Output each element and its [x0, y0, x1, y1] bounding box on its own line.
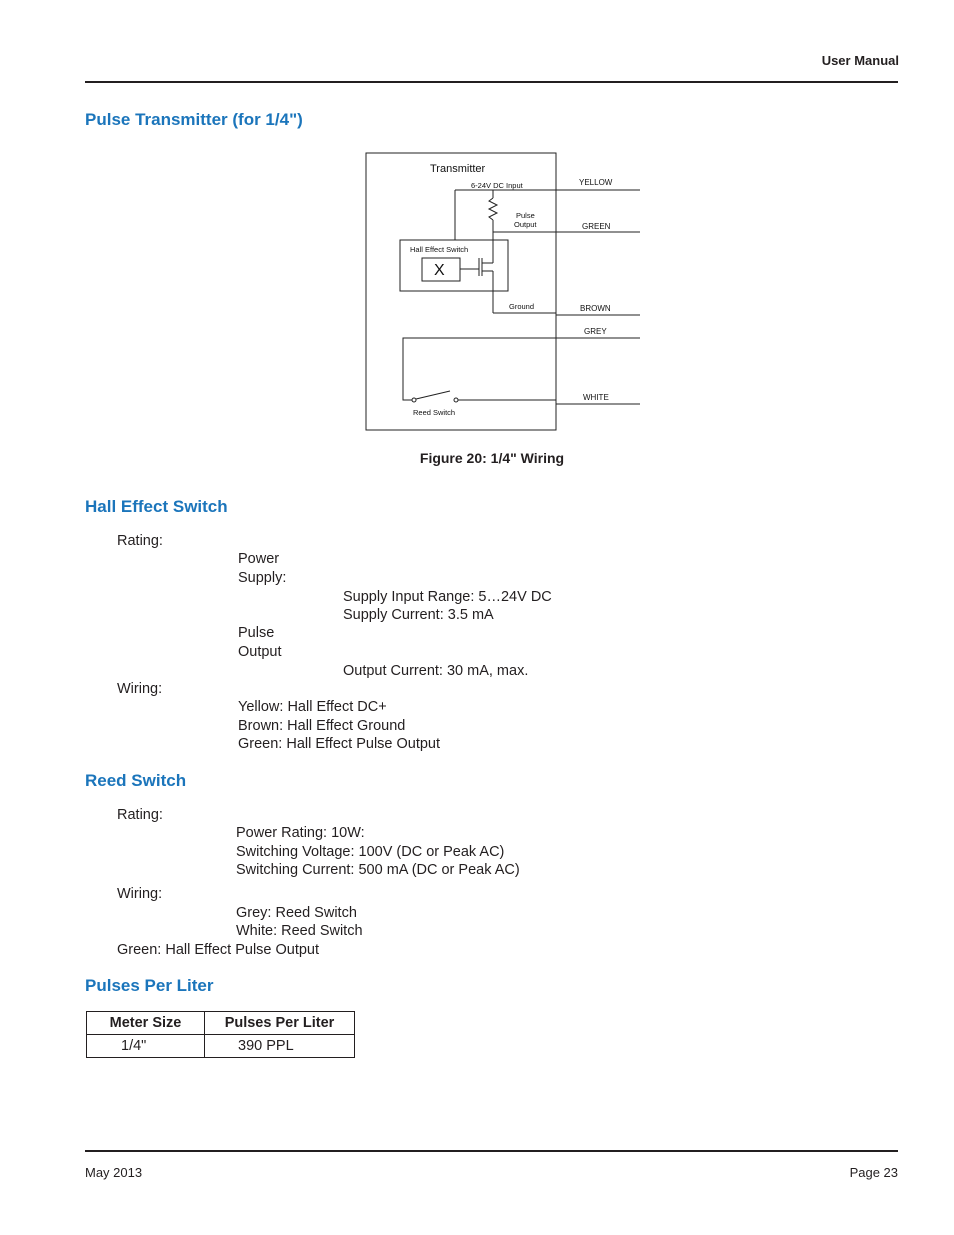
table-header-meter-size: Meter Size — [87, 1012, 205, 1035]
header-title: User Manual — [821, 53, 899, 68]
reed-rating-label: Rating: — [117, 807, 163, 823]
header-rule — [85, 81, 898, 83]
pulse-label: Pulse — [516, 211, 535, 220]
reed-wiring-item: Grey: Reed Switch — [236, 905, 357, 921]
ground-label: Ground — [509, 302, 535, 311]
pulse-transmitter-heading: Pulse Transmitter (for 1/4") — [85, 110, 303, 129]
reed-rating-item: Power Rating: 10W: — [236, 825, 365, 841]
table-cell-meter-size: 1/4" — [87, 1035, 205, 1058]
hall-wiring-label: Wiring: — [117, 681, 163, 697]
table-header-pulses: Pulses Per Liter — [205, 1012, 355, 1035]
table-row — [87, 1035, 355, 1058]
wiring-diagram — [360, 148, 645, 436]
footer-page-number: Page 23 — [849, 1165, 898, 1180]
hall-wiring-item: Yellow: Hall Effect DC+ — [238, 699, 387, 715]
power-label-line1: Power — [238, 551, 280, 567]
hall-sensor-x: X — [434, 262, 445, 279]
table-cell-pulses: 390 PPL — [205, 1035, 355, 1058]
hall-rating-label: Rating: — [117, 533, 163, 549]
reed-switch-contact — [416, 391, 450, 399]
pulse-label-line1: Pulse — [238, 625, 275, 641]
pulses-per-liter-table — [86, 1011, 355, 1058]
supply-current: Supply Current: 3.5 mA — [343, 607, 494, 623]
reed-rating-item: Switching Voltage: 100V (DC or Peak AC) — [236, 844, 505, 860]
figure-caption: Figure 20: 1/4" Wiring — [419, 450, 565, 466]
supply-range: Supply Input Range: 5…24V DC — [343, 589, 552, 605]
pulse-label-line2: Output — [238, 644, 282, 660]
wire-brown-label: BROWN — [580, 304, 611, 313]
transmitter-label: Transmitter — [430, 163, 486, 175]
footer-rule — [85, 1150, 898, 1152]
hall-effect-label: Hall Effect Switch — [410, 245, 469, 254]
reed-switch-heading: Reed Switch — [85, 771, 187, 790]
reed-extra-line: Green: Hall Effect Pulse Output — [117, 942, 320, 958]
wire-green-label: GREEN — [582, 222, 611, 231]
reed-wiring-label: Wiring: — [117, 886, 163, 902]
dc-input-label: 6-24V DC Input — [471, 181, 523, 190]
output-label: Output — [514, 220, 537, 229]
wire-yellow-label: YELLOW — [579, 178, 613, 187]
table-header-row — [87, 1012, 355, 1035]
power-label-line2: Supply: — [238, 570, 287, 586]
footer-date: May 2013 — [85, 1165, 143, 1180]
hall-wiring-item: Brown: Hall Effect Ground — [238, 718, 406, 734]
pulses-per-liter-heading: Pulses Per Liter — [85, 976, 214, 995]
wire-grey-label: GREY — [584, 327, 607, 336]
output-current: Output Current: 30 mA, max. — [343, 663, 529, 679]
reed-switch-label: Reed Switch — [413, 408, 456, 417]
reed-rating-item: Switching Current: 500 mA (DC or Peak AC) — [236, 862, 520, 878]
reed-wiring-item: White: Reed Switch — [236, 923, 363, 939]
hall-wiring-item: Green: Hall Effect Pulse Output — [238, 736, 441, 752]
wire-white-label: WHITE — [583, 393, 609, 402]
hall-effect-heading: Hall Effect Switch — [85, 497, 228, 516]
resistor-symbol — [489, 198, 497, 220]
